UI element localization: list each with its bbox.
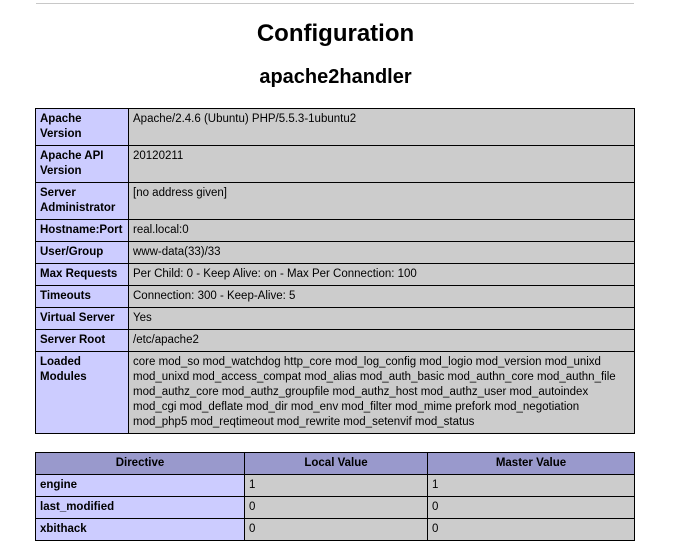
- table-row: [36, 220, 635, 242]
- table-row: [36, 519, 635, 541]
- section-title: apache2handler: [259, 66, 412, 88]
- table-row: [36, 109, 635, 146]
- directive-name: last_modified: [36, 497, 245, 519]
- row-value: real.local:0: [129, 220, 635, 242]
- top-divider: [36, 3, 634, 4]
- page-title: Configuration: [256, 20, 415, 47]
- column-header-directive: Directive: [36, 453, 245, 475]
- table-header-row: [36, 453, 635, 475]
- table-row: [36, 330, 635, 352]
- master-value: 0: [428, 519, 635, 541]
- table-row: [36, 264, 635, 286]
- column-header-master-value: Master Value: [428, 453, 635, 475]
- column-header-local-value: Local Value: [245, 453, 428, 475]
- master-value: 0: [428, 497, 635, 519]
- row-value: core mod_so mod_watchdog http_core mod_log_config mod_logio mod_version mod_unixd mod_unixd mod_access_compat mod_alias mod_auth_basic mod_authn_core mod_authn_file mod_authz_core mod_authz_groupfile mod_authz_host mod_authz_user mod_autoindex mod_cgi mod_deflate mod_dir mod_env mod_filter mod_mime prefork mod_negotiation mod_php5 mod_reqtimeout mod_rewrite mod_setenvif mod_status: [129, 352, 635, 434]
- master-value: 1: [428, 475, 635, 497]
- row-label: Timeouts: [36, 286, 129, 308]
- row-value: 20120211: [129, 146, 635, 183]
- row-label: Hostname:Port: [36, 220, 129, 242]
- row-value: Per Child: 0 - Keep Alive: on - Max Per Connection: 100: [129, 264, 635, 286]
- row-value: www-data(33)/33: [129, 242, 635, 264]
- local-value: 0: [245, 519, 428, 541]
- table-row: [36, 242, 635, 264]
- row-label: Max Requests: [36, 264, 129, 286]
- row-label: Virtual Server: [36, 308, 129, 330]
- row-label: Server Root: [36, 330, 129, 352]
- row-value: [no address given]: [129, 183, 635, 220]
- directive-name: engine: [36, 475, 245, 497]
- row-value: Connection: 300 - Keep-Alive: 5: [129, 286, 635, 308]
- apache-info-table: [35, 108, 635, 434]
- table-row: [36, 183, 635, 220]
- row-value: /etc/apache2: [129, 330, 635, 352]
- local-value: 0: [245, 497, 428, 519]
- table-row: [36, 497, 635, 519]
- local-value: 1: [245, 475, 428, 497]
- table-row: [36, 352, 635, 434]
- table-row: [36, 146, 635, 183]
- table-row: [36, 286, 635, 308]
- row-label: Server Administrator: [36, 183, 129, 220]
- row-label: User/Group: [36, 242, 129, 264]
- directive-table: [35, 452, 635, 541]
- row-value: Yes: [129, 308, 635, 330]
- row-label: Apache Version: [36, 109, 129, 146]
- row-value: Apache/2.4.6 (Ubuntu) PHP/5.5.3-1ubuntu2: [129, 109, 635, 146]
- directive-name: xbithack: [36, 519, 245, 541]
- table-row: [36, 475, 635, 497]
- table-row: [36, 308, 635, 330]
- row-label: Apache API Version: [36, 146, 129, 183]
- row-label: Loaded Modules: [36, 352, 129, 434]
